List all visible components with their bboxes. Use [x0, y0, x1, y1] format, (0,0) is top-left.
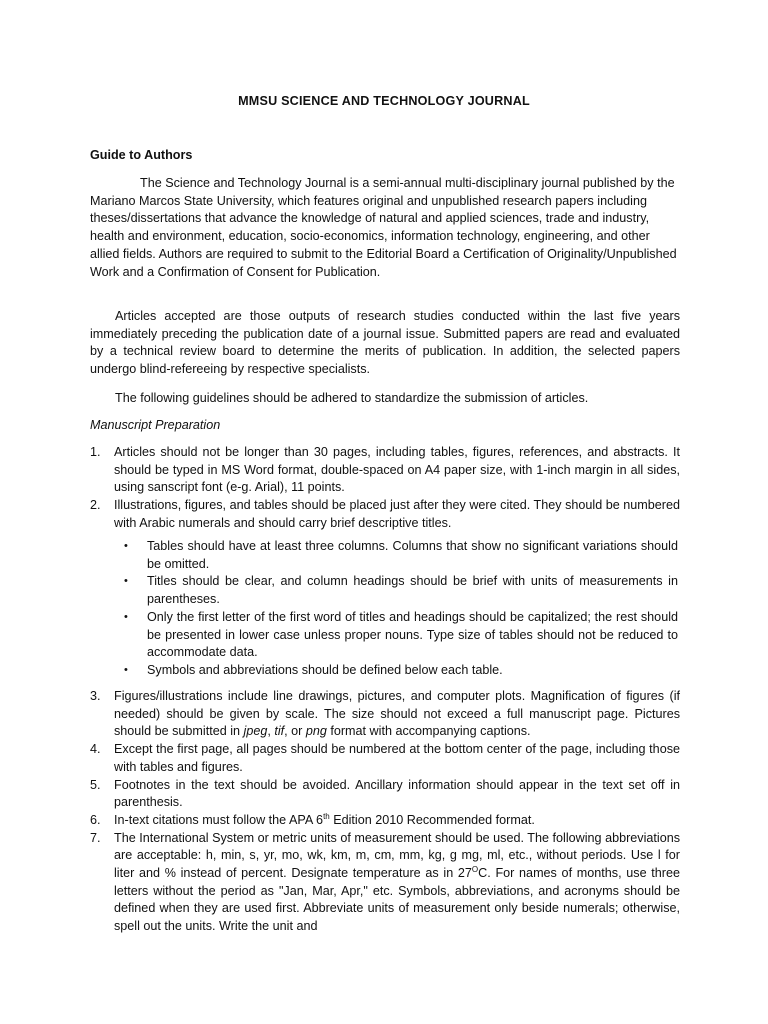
bullet-icon: •: [124, 610, 128, 623]
list-item-text: Illustrations, figures, and tables should be placed just after they were cited. They should be numbered with Arabic numerals and should carry brief descriptive titles.: [114, 498, 680, 530]
format-tif: tif: [274, 724, 285, 739]
table-rules-bullet-list: [122, 538, 678, 680]
list-item-number: 7.: [90, 830, 101, 845]
bullet-icon: •: [124, 575, 128, 588]
section-heading: Guide to Authors: [90, 148, 193, 162]
list-item-number: 3.: [90, 689, 101, 703]
guidelines-list-part-2: [90, 688, 680, 936]
list-item-number: 5.: [90, 777, 101, 792]
format-png: png: [305, 724, 327, 739]
list-item: [90, 497, 680, 532]
superscript: th: [323, 811, 330, 821]
list-item: [90, 777, 680, 812]
bullet-icon: •: [124, 540, 128, 552]
bullet-text: Symbols and abbreviations should be defined below each table.: [147, 662, 503, 677]
list-item-number: 6.: [90, 812, 101, 827]
list-item-number: 2.: [90, 498, 101, 513]
list-item-number: 1.: [90, 445, 101, 459]
list-item: [90, 688, 680, 741]
bullet-icon: •: [124, 663, 128, 676]
list-item-number: 4.: [90, 742, 101, 757]
degree-superscript: O: [471, 865, 479, 875]
list-item-text: Articles should not be longer than 30 pages, including tables, figures, references, and abstracts. It should be typed in MS Word format, double-spaced on A4 paper size, with 1-inch margin in all sides, using sanscript font (e-g. Arial), 11 points.: [114, 445, 680, 495]
intro-paragraph: The Science and Technology Journal is a semi-annual multi-disciplinary journal published by the Mariano Marcos State University, which features original and unpublished research papers including theses/dissertations that advance the knowledge of natural and applied sciences, trade and industry, health and environment, education, socio-economics, information technology, engineering, and other allied fields. Authors are required to submit to the Editorial Board a Certification of Originality/Unpublished Work and a Confirmation of Consent for Publication.: [90, 176, 677, 279]
articles-paragraph: Articles accepted are those outputs of research studies conducted within the last five years immediately preceding the publication date of a journal issue. Submitted papers are read and evaluated by a technical review board to determine the merits of publication. In addition, the selected papers undergo blind-refereeing by respective specialists.: [90, 309, 680, 377]
bullet-item: [122, 609, 678, 662]
bullet-item: [122, 573, 678, 608]
format-jpeg: jpeg: [243, 724, 268, 739]
list-item: [90, 741, 680, 776]
manuscript-preparation-subheading: Manuscript Preparation: [90, 418, 221, 432]
list-item: [90, 812, 680, 830]
guidelines-paragraph: The following guidelines should be adhered to standardize the submission of articles.: [115, 391, 589, 405]
bullet-text: Titles should be clear, and column headings should be brief with units of measurements in parentheses.: [147, 574, 678, 607]
list-item-text: Footnotes in the text should be avoided. Ancillary information should appear in the text set off in parenthesis.: [114, 777, 680, 810]
bullet-item: [122, 662, 678, 680]
list-item-text: In-text citations must follow the APA 6th Edition 2010 Recommended format.: [114, 811, 535, 827]
list-item: [90, 444, 680, 497]
journal-title: MMSU SCIENCE AND TECHNOLOGY JOURNAL: [238, 94, 530, 108]
list-item: [90, 830, 680, 936]
list-item-text: The International System or metric units of measurement should be used. The following abbreviations are acceptable: h, min, s, yr, mo, wk, km, m, cm, mm, kg, g mg, ml, etc., without periods. Use l for liter and % instead of percent. Designate temperature as in $27^OC$. For names of months, use three letters without the period as "Jan, Mar, Apr," etc. Symbols, abbreviations, and acronyms should be defined when they are used first. Abbreviate units of measurement only beside numerals; otherwise, spell out the units. Write the unit and: [114, 830, 680, 934]
bullet-text: Only the first letter of the first word of titles and headings should be capitalized; the rest should be presented in lower case unless proper nouns. Type size of tables should not be reduced to accommodate data.: [147, 609, 678, 660]
guidelines-list-part-1: [90, 444, 680, 533]
bullet-text: Tables should have at least three columns. Columns that show no significant variations should be omitted.: [147, 539, 678, 571]
list-item-text: Figures/illustrations include line drawings, pictures, and computer plots. Magnification of figures (if needed) should be given by scale. The size should not exceed a full manuscript page. Pictures should be submitted in jpeg, tif, or png format with accompanying captions.: [114, 689, 680, 739]
list-item-text: Except the first page, all pages should be numbered at the bottom center of the page, including those with tables and figures.: [114, 742, 680, 774]
bullet-item: [122, 538, 678, 573]
